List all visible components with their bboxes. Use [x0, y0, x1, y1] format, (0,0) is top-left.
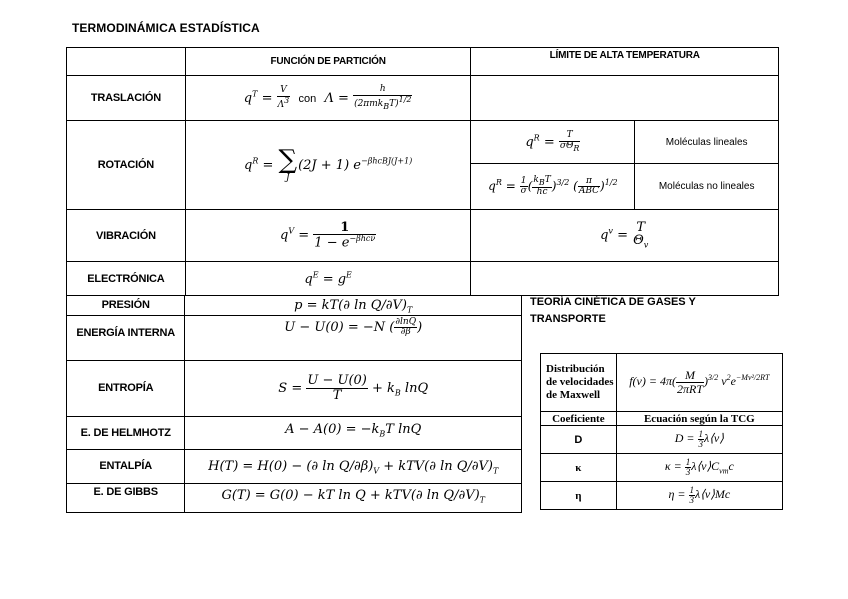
- formula-gibbs: G(T) = G(0) − kT ln Q + kTV(∂ $\ln Q/\partial V)_T$: [185, 483, 522, 512]
- formula-traslacion: $q^T$ = $\frac{V}{\Lambda^3}$ con Λ = $\frac{h}{(2\pi mk_BT)^{1/2}}$: [185, 76, 471, 121]
- kinetic-theory-title: TEORÍA CINÉTICA DE GASES Y TRANSPORTE: [530, 296, 696, 325]
- col-header-equation: Ecuación según la TCG: [616, 412, 782, 426]
- label-nonlinear-molecules: Moléculas no lineales: [635, 164, 779, 210]
- formula-rotacion: $q^R$ = ∑ J (2J + 1) $e^{-\beta hcBJ(J+1)}$: [185, 121, 471, 210]
- row-label-entalpia: ENTALPÍA: [67, 449, 185, 483]
- formula-vibracion-high-temp: $q^v$ = T $\Theta_v$: [471, 210, 779, 262]
- con-word: con: [298, 92, 317, 105]
- formula-vibracion: $q^V$ = $\frac{1}{1 - e^{-\beta hc\nū}}$: [185, 210, 471, 262]
- empty-high-temp-traslacion: [471, 76, 779, 121]
- coef-eta-label: η: [541, 482, 617, 510]
- formula-eta: η = $\frac{1}{3}$ λ⟨v⟩Mc: [616, 482, 782, 510]
- row-label-entropia: ENTROPÍA: [67, 360, 185, 416]
- empty-header-cell: [67, 48, 186, 76]
- page-title: TERMODINÁMICA ESTADÍSTICA: [72, 21, 260, 35]
- row-label-vibracion: VIBRACIÓN: [67, 210, 186, 262]
- formula-d: D = $\frac{1}{3}$ λ⟨v⟩: [616, 426, 782, 454]
- formula-helmholtz: $A - A(0) = -k_BT$ lnQ: [185, 416, 522, 449]
- formula-rotacion-nonlinear: $q^R$ = $\frac{1}{\sigma}$ ( $\frac{k_BT}{hc}$ )$^{3/2}$ ( $\frac{\pi}{\text{ABC}}$ )$^{1/2}$: [471, 164, 635, 210]
- col-header-high-temperature: LÍMITE DE ALTA TEMPERATURA: [471, 48, 779, 76]
- label-linear-molecules: Moléculas lineales: [635, 121, 779, 164]
- formula-entropia: S = $\frac{U - U(0)}{T}$ + $k_B$ lnQ: [185, 360, 522, 416]
- formula-energia: U − U(0) = −N ( $\frac{\partial\ln Q}{\partial\beta}$ ): [185, 315, 522, 360]
- maxwell-label: Distribución de velocidades de Maxwell: [541, 354, 617, 412]
- row-label-electronica: ELECTRÓNICA: [67, 262, 186, 296]
- thermodynamic-functions-table: [66, 295, 522, 513]
- empty-high-temp-electronica: [471, 262, 779, 296]
- partition-function-table: [66, 47, 779, 296]
- kinetic-theory-table: [540, 353, 783, 510]
- coef-k-label: κ: [541, 454, 617, 482]
- formula-entalpia: H(T) = H(0) − (∂ $\ln Q/\partial\beta)_V + kTV(\partial$ $\ln Q/\partial V)_T$: [185, 449, 522, 483]
- row-label-traslacion: TRASLACIÓN: [67, 76, 186, 121]
- row-label-presion: PRESIÓN: [67, 296, 185, 316]
- formula-electronica: $q^E = g^E$: [185, 262, 471, 296]
- col-header-coefficient: Coeficiente: [541, 412, 617, 426]
- formula-rotacion-linear: $q^R$ = $\frac{T}{\sigma\Theta_R}$: [471, 121, 635, 164]
- formula-k: κ = $\frac{1}{3}$ $\lambda⟨v⟩C_{vm}c$: [616, 454, 782, 482]
- row-label-gibbs: E. DE GIBBS: [67, 483, 185, 512]
- formula-presion: p = kT(∂ $\ln Q/\partial V)_T$: [185, 296, 522, 316]
- row-label-rotacion: ROTACIÓN: [67, 121, 186, 210]
- col-header-partition-function: FUNCIÓN DE PARTICIÓN: [185, 48, 471, 76]
- formula-maxwell: f(v) = 4π( $\frac{M}{\text{2πRT}}$ )$^{3/2}$ $v^2e^{-Mv^2/2RT}$: [616, 354, 782, 412]
- row-label-helmholtz: E. DE HELMHOTZ: [67, 416, 185, 449]
- coef-d-label: D: [541, 426, 617, 454]
- row-label-energia: ENERGÍA INTERNA: [67, 315, 185, 360]
